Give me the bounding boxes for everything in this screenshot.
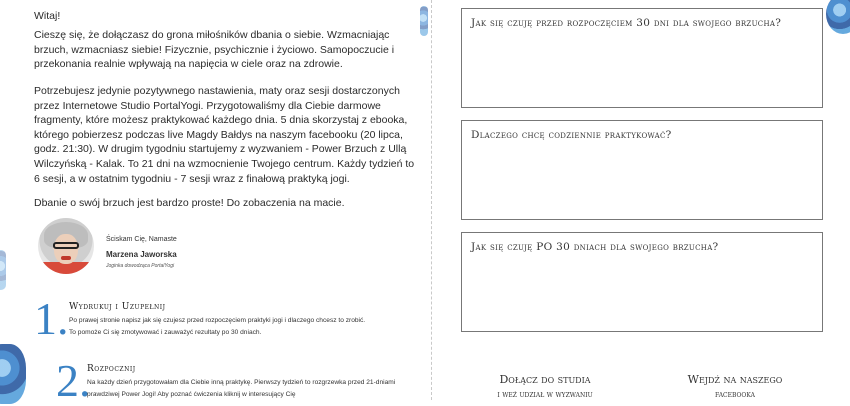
decorative-flower-right bbox=[826, 0, 850, 34]
decorative-flower-center bbox=[420, 6, 428, 36]
question-box-why[interactable] bbox=[461, 120, 823, 220]
decorative-flower-left-small bbox=[0, 250, 6, 290]
step-2-number: 2. bbox=[56, 355, 91, 406]
facebook-subtitle: facebooka bbox=[715, 390, 755, 399]
question-why-label: Dlaczego chcę codziennie praktykować? bbox=[471, 129, 672, 141]
step-2-text: Na każdy dzień przygotowałam dla Ciebie inną praktykę. Pierwszy tydzień to rozgrzewka przed 21-dniami prawdziwej Power Jogi! Aby poznać ćwiczenia kliknij w interesujący Cię bbox=[87, 379, 396, 398]
join-studio-subtitle: i weź udział w wyzwaniu bbox=[497, 390, 593, 399]
greeting: Witaj! bbox=[34, 10, 61, 22]
question-box-after[interactable] bbox=[461, 232, 823, 332]
question-after-label: Jak się czuję PO 30 dniach dla swojego brzucha? bbox=[471, 241, 719, 253]
closing-paragraph: Dbanie o swój brzuch jest bardzo proste! Do zobaczenia na macie. bbox=[34, 197, 345, 209]
signature-role: Joginka dowodząca PortalYogi bbox=[106, 263, 175, 269]
question-box-before[interactable] bbox=[461, 8, 823, 108]
signature-name: Marzena Jaworska bbox=[106, 250, 177, 259]
intro-paragraph: Cieszę się, że dołączasz do grona miłośników dbania o siebie. Wzmacniając brzuch, wzmacniasz siebie! Fizycznie, psychicznie i życiowo. Samopoczucie i przekonania realnie wpływają na napięcia w ciele oraz na zdrowie. bbox=[34, 29, 395, 71]
decorative-flower-left bbox=[0, 344, 26, 404]
page-divider bbox=[431, 0, 432, 400]
step-1-text: Po prawej stronie napisz jak się czujesz przed rozpoczęciem praktyki jogi i dlaczego chcesz to zrobić. To pomoże Ci się zmotywować i zauważyć rezultaty po 30 dniach. bbox=[69, 317, 366, 336]
program-paragraph: Potrzebujesz jedynie pozytywnego nastawienia, maty oraz sesji dostarczonych przez Internetowe Studio PortalYogi. Przygotowaliśmy dla Ciebie darmowe fragmenty, które możesz praktykować każdego dnia. 5 dnia skorzystaj z ebooka, którego pobierzesz podczas live Magdy Bałdys na naszym facebooku (20 lipca, godz. 21:30). W drugim tygodniu startujemy z wyzwaniem - Power Brzuch z Ullą Wilczyńską - Kalak. To 21 dni na wzmocnienie Twojego centrum. Każdy tydzień to 6 sesji, a w ostatnim tygodniu - 7 sesji wraz z finałową praktyką jogi. bbox=[34, 85, 415, 185]
step-2-title: Rozpocznij bbox=[87, 364, 136, 374]
facebook-link[interactable]: Wejdź na naszego bbox=[687, 373, 783, 386]
author-avatar bbox=[38, 218, 94, 274]
join-studio-link[interactable]: Dołącz do studia bbox=[499, 373, 591, 386]
question-before-label: Jak się czuję przed rozpoczęciem 30 dni dla swojego brzucha? bbox=[471, 17, 782, 29]
step-1-title: Wydrukuj i Uzupełnij bbox=[69, 302, 166, 312]
step-1-number: 1. bbox=[34, 293, 69, 344]
signature-greeting: Ściskam Cię, Namaste bbox=[106, 236, 177, 243]
